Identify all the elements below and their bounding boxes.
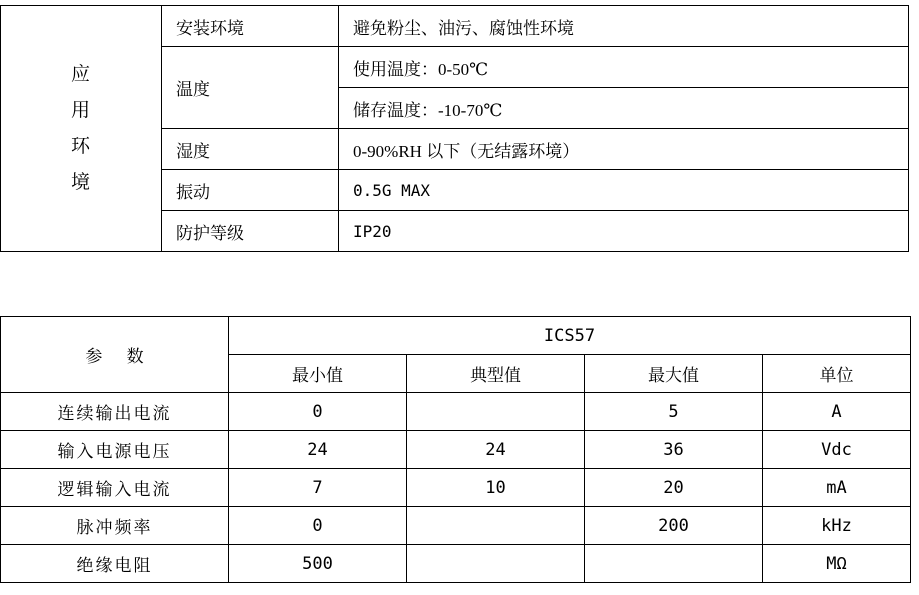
column-header-unit: 单位: [763, 355, 911, 393]
param-typ-input-supply-voltage: 24: [407, 431, 585, 469]
table-row: [1, 317, 911, 355]
param-unit-input-supply-voltage: Vdc: [763, 431, 911, 469]
param-typ-pulse-frequency: [407, 507, 585, 545]
env-value-protection-level: IP20: [339, 211, 909, 252]
param-name-continuous-output-current: 连续输出电流: [1, 393, 229, 431]
table-row: [1, 6, 909, 47]
param-name-insulation-resistance: 绝缘电阻: [1, 545, 229, 583]
param-unit-pulse-frequency: kHz: [763, 507, 911, 545]
parameter-specification-table: [0, 316, 911, 583]
environment-header-char-4: 境: [70, 171, 91, 193]
env-key-temperature: 温度: [162, 47, 339, 129]
param-min-logic-input-current: 7: [229, 469, 407, 507]
column-header-max: 最大值: [585, 355, 763, 393]
param-unit-continuous-output-current: A: [763, 393, 911, 431]
table-row: [1, 431, 911, 469]
table-row: [1, 507, 911, 545]
env-key-vibration: 振动: [162, 170, 339, 211]
param-unit-insulation-resistance: MΩ: [763, 545, 911, 583]
env-key-install: 安装环境: [162, 6, 339, 47]
environment-header-char-1: 应: [70, 63, 91, 85]
param-name-logic-input-current: 逻辑输入电流: [1, 469, 229, 507]
param-max-input-supply-voltage: 36: [585, 431, 763, 469]
env-key-protection-level: 防护等级: [162, 211, 339, 252]
parameter-column-header: 参 数: [1, 317, 229, 393]
env-value-humidity: 0-90%RH 以下（无结露环境）: [339, 129, 909, 170]
param-typ-logic-input-current: 10: [407, 469, 585, 507]
environment-row-header: [1, 6, 162, 252]
param-unit-logic-input-current: mA: [763, 469, 911, 507]
param-typ-continuous-output-current: [407, 393, 585, 431]
table-row: [1, 393, 911, 431]
param-typ-insulation-resistance: [407, 545, 585, 583]
env-key-humidity: 湿度: [162, 129, 339, 170]
param-max-pulse-frequency: 200: [585, 507, 763, 545]
env-value-install: 避免粉尘、油污、腐蚀性环境: [339, 6, 909, 47]
env-value-storage-temperature: 储存温度：-10-70℃: [339, 88, 909, 129]
table-row: [1, 545, 911, 583]
column-header-min: 最小值: [229, 355, 407, 393]
param-min-input-supply-voltage: 24: [229, 431, 407, 469]
column-header-typical: 典型值: [407, 355, 585, 393]
env-value-operating-temperature: 使用温度：0-50℃: [339, 47, 909, 88]
env-value-vibration: 0.5G MAX: [339, 170, 909, 211]
table-row: [1, 469, 911, 507]
param-min-continuous-output-current: 0: [229, 393, 407, 431]
param-name-input-supply-voltage: 输入电源电压: [1, 431, 229, 469]
param-min-insulation-resistance: 500: [229, 545, 407, 583]
param-max-continuous-output-current: 5: [585, 393, 763, 431]
environment-header-char-3: 环: [70, 135, 91, 157]
param-max-logic-input-current: 20: [585, 469, 763, 507]
param-name-pulse-frequency: 脉冲频率: [1, 507, 229, 545]
param-max-insulation-resistance: [585, 545, 763, 583]
environment-header-char-2: 用: [70, 99, 91, 121]
application-environment-table: [0, 5, 909, 252]
model-name-header: ICS57: [229, 317, 911, 355]
param-min-pulse-frequency: 0: [229, 507, 407, 545]
